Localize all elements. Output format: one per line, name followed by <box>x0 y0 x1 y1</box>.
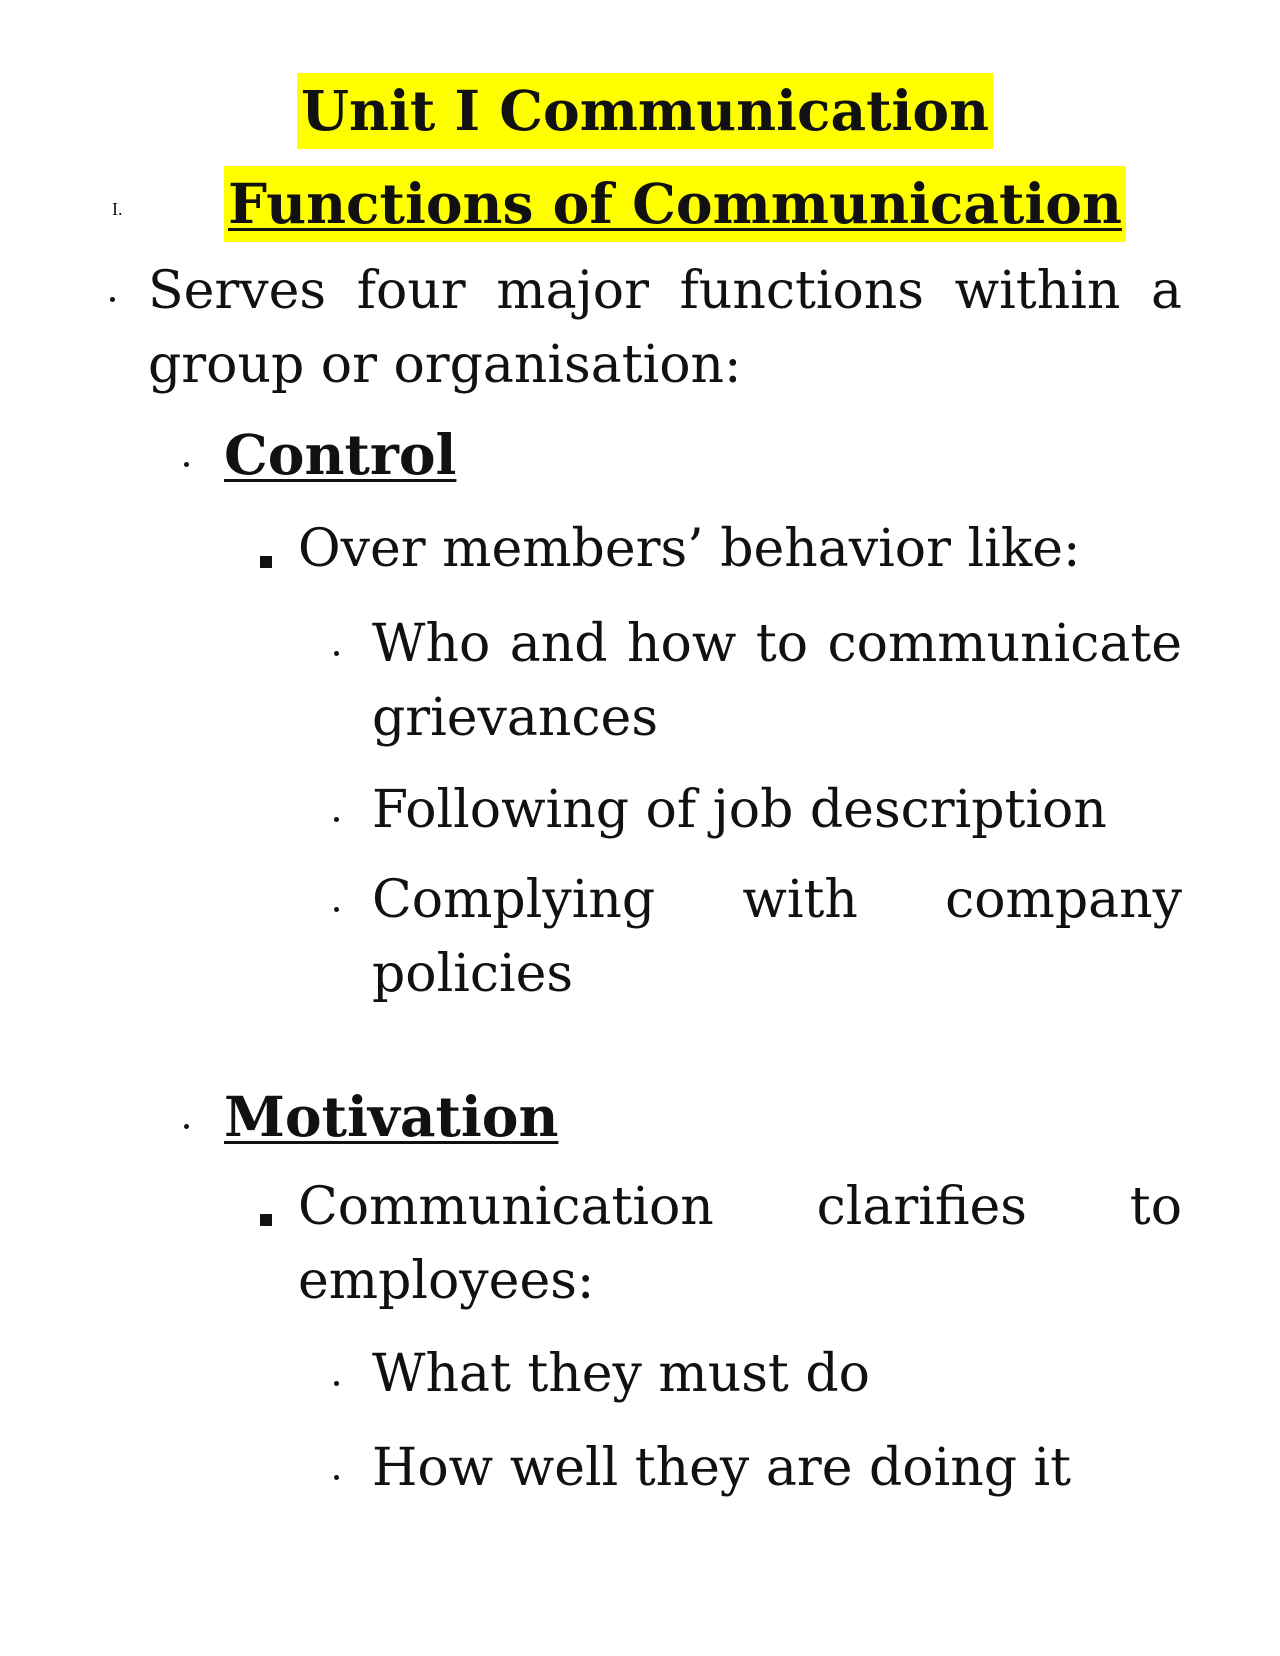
bullet-dot-icon <box>184 1124 189 1129</box>
bullet-dot-icon <box>110 297 115 302</box>
bullet-dot-icon <box>334 1475 339 1480</box>
intro-text: Serves four major functions within a group or organisation: <box>148 261 1182 395</box>
subpoint-item: What they must do <box>372 1344 870 1404</box>
bullet-square-icon <box>260 1214 272 1226</box>
bullet-square-icon <box>260 556 272 568</box>
topic-point-control: Over members’ behavior like: <box>298 519 1081 579</box>
topic-point-motivation: Communication clarifies to employees: <box>298 1177 1182 1311</box>
document-title: Unit I Communication <box>297 73 993 149</box>
bullet-dot-icon <box>334 1381 339 1386</box>
subpoint-item: Complying with company policies <box>372 870 1182 1004</box>
subpoint-item: Following of job description <box>372 780 1107 840</box>
bullet-dot-icon <box>334 651 339 656</box>
bullet-dot-icon <box>184 462 189 467</box>
section-number: I. <box>112 199 123 219</box>
bullet-dot-icon <box>334 817 339 822</box>
subpoint-item: Who and how to communicate grievances <box>372 614 1182 748</box>
topic-heading-control: Control <box>224 422 457 487</box>
section-title: Functions of Communication <box>224 166 1126 242</box>
bullet-dot-icon <box>334 907 339 912</box>
subpoint-item: How well they are doing it <box>372 1438 1072 1498</box>
topic-heading-motivation: Motivation <box>224 1084 559 1149</box>
